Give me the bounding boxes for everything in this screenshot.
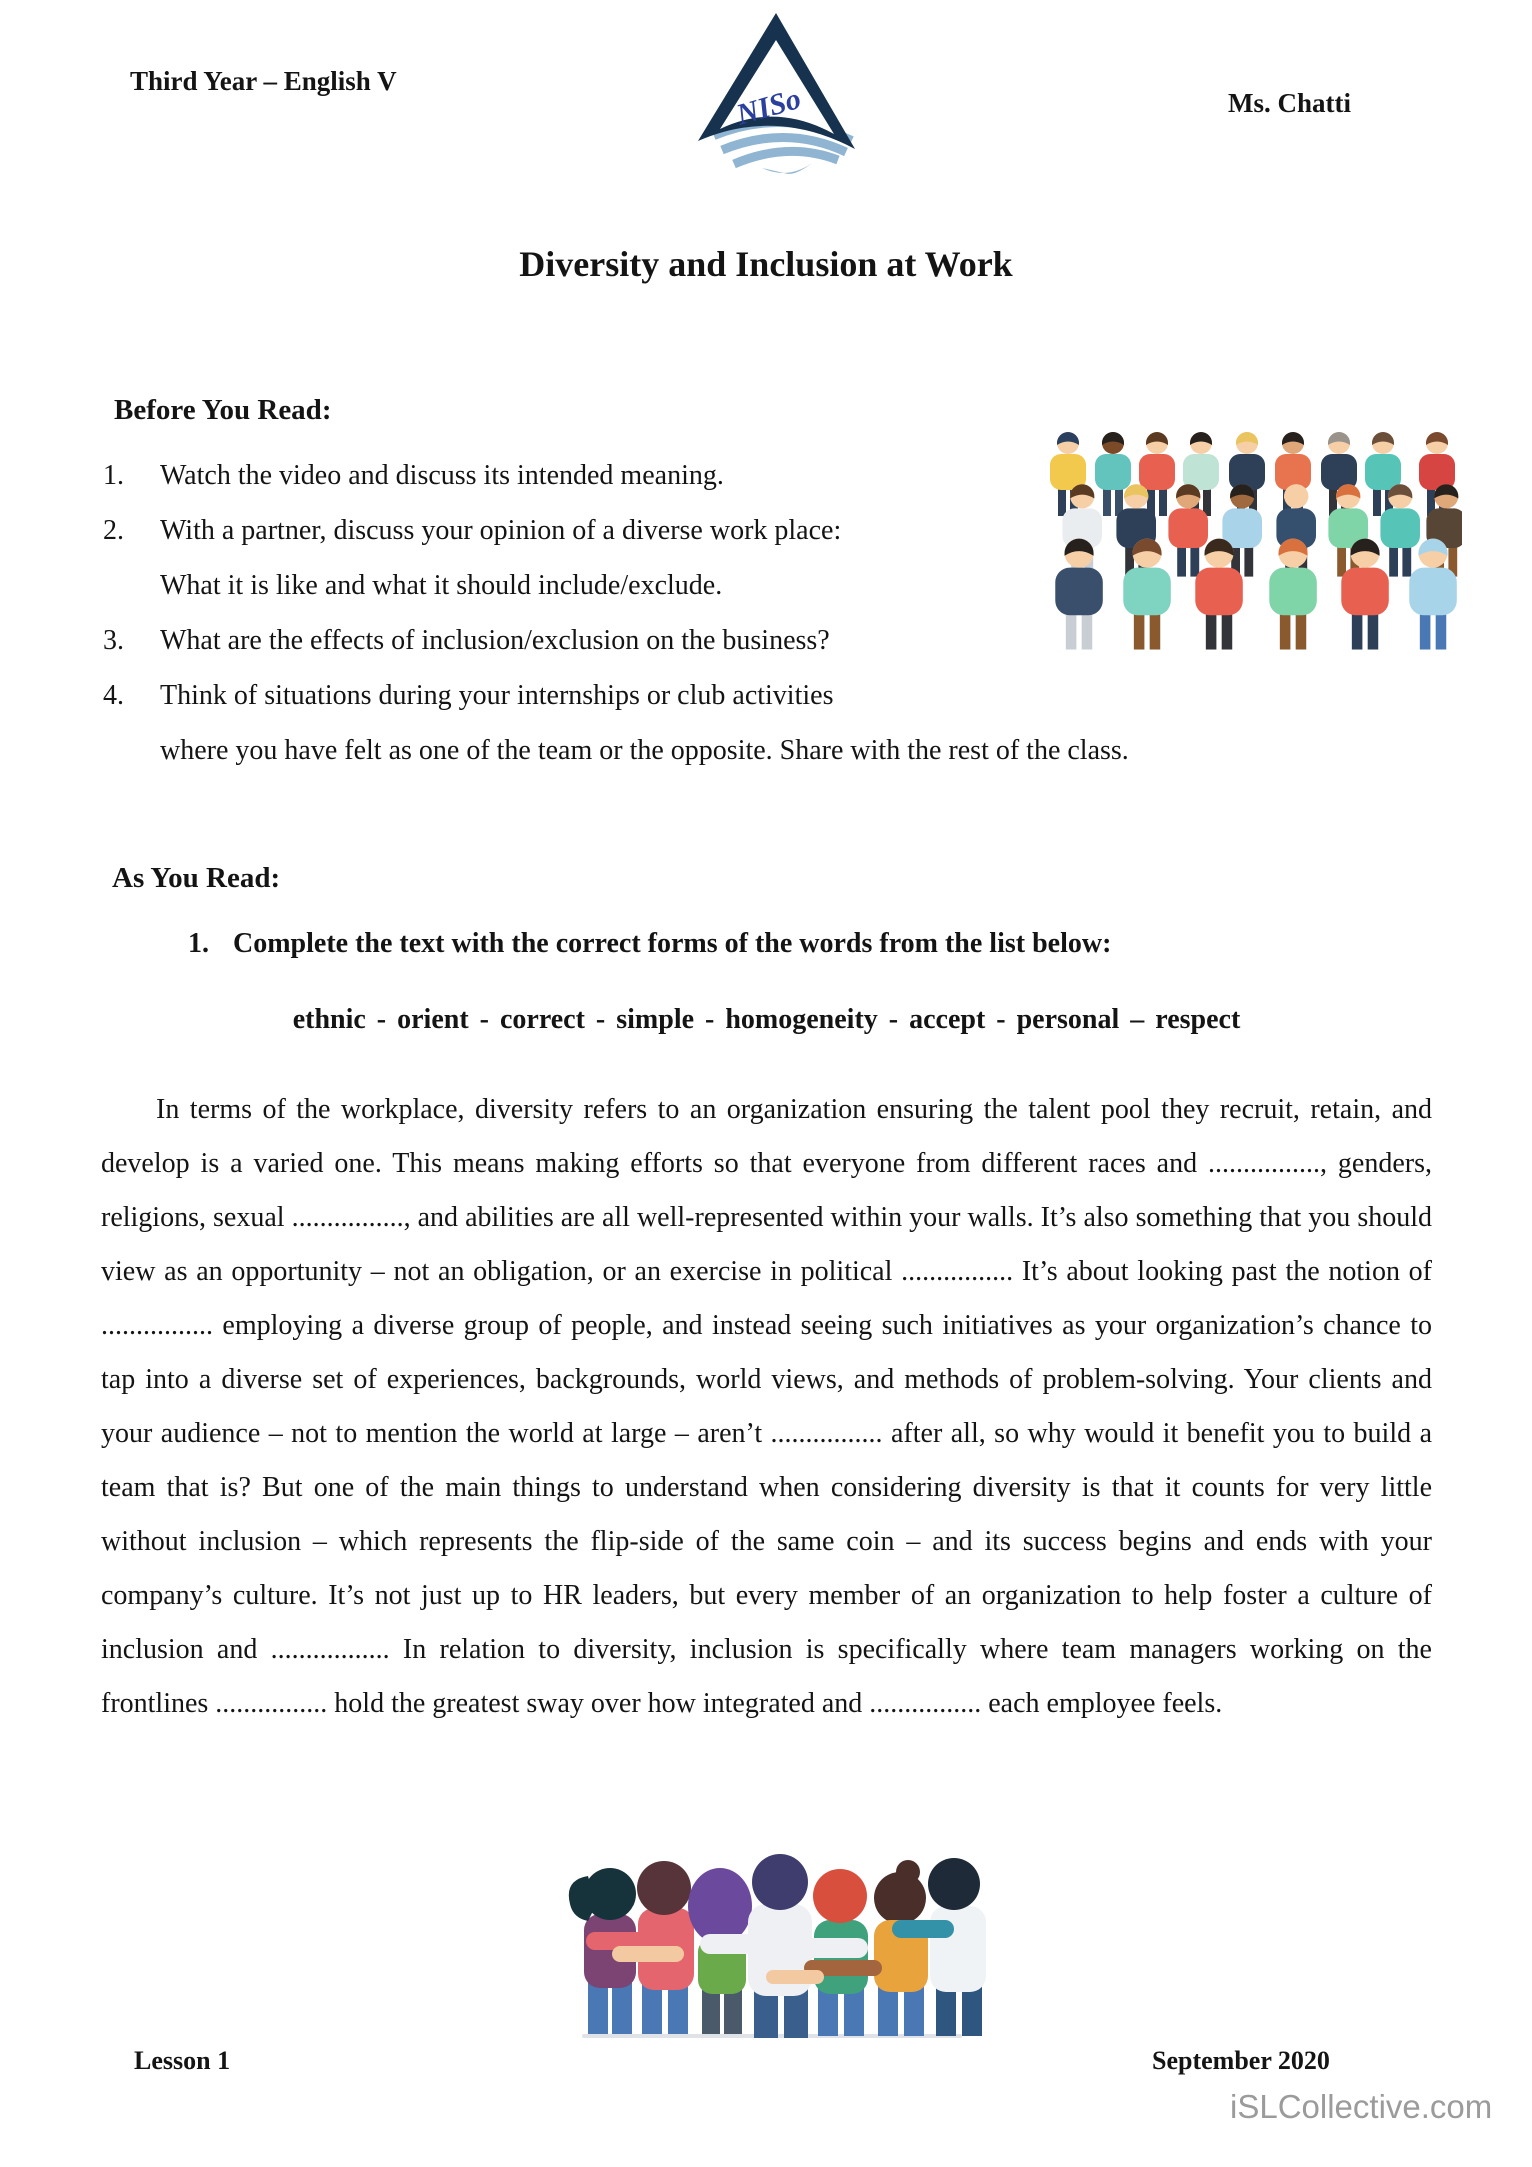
diverse-crowd-illustration [1032, 424, 1462, 669]
task-instruction: Complete the text with the correct forms of the words from the list below: [233, 928, 1112, 959]
list-item [103, 668, 1443, 778]
date-label: September 2020 [1152, 2046, 1330, 2075]
as-you-read-heading: As You Read: [112, 862, 281, 894]
teacher-name: Ms. Chatti [1228, 88, 1351, 118]
course-label: Third Year – English V [130, 66, 397, 96]
list-item-line: Watch the video and discuss its intended meaning. [160, 460, 724, 491]
task-instruction-row [188, 928, 1111, 960]
list-item-line: What are the effects of inclusion/exclusion on the business? [160, 625, 830, 656]
list-item-line: Think of situations during your internships or club activities [160, 680, 834, 711]
list-item-line: With a partner, discuss your opinion of a diverse work place: [160, 515, 842, 546]
islcollective-watermark: iSLCollective.com [1230, 2088, 1493, 2125]
school-sail-logo-icon [688, 10, 863, 175]
list-item-line: What it is like and what it should include/exclude. [160, 570, 723, 601]
before-you-read-heading: Before You Read: [114, 394, 332, 426]
logo-text: NISo [732, 82, 805, 132]
list-item-number: 3. [103, 625, 124, 656]
list-item-number: 4. [103, 680, 124, 711]
list-item-number: 2. [103, 515, 124, 546]
task-number: 1. [188, 928, 209, 959]
list-item-line: where you have felt as one of the team or the opposite. Share with the rest of the class. [160, 735, 1129, 766]
team-hug-illustration [552, 1848, 992, 2048]
worksheet-title: Diversity and Inclusion at Work [519, 244, 1013, 284]
lesson-label: Lesson 1 [134, 2046, 231, 2075]
word-bank: ethnic - orient - correct - simple - homogeneity - accept - personal – respect [292, 1004, 1241, 1035]
reading-passage: In terms of the workplace, diversity refers to an organization ensuring the talent pool they recruit, retain, and develop is a varied one. This means making efforts so that everyone from different races and ................, genders, religions, sexual ................, and abilities are all well-represented within your walls. It’s also something that you should view as an opportunity – not an obligation, or an exercise in political ................ It’s about looking past the notion of ................ employing a diverse group of people, and instead seeing such initiatives as your organization’s chance to tap into a diverse set of experiences, backgrounds, world views, and methods of problem-solving. Your clients and your audience – not to mention the world at large – aren’t ................ after all, so why would it benefit you to build a team that is? But one of the main things to understand when considering diversity is that it counts for very little without inclusion – which represents the flip-side of the same coin – and its success begins and ends with your company’s culture. It’s not just up to HR leaders, but every member of an organization to help foster a culture of inclusion and ................. In relation to diversity, inclusion is specifically where team managers working on the frontlines ................ hold the greatest sway over how integrated and ................ each employee feels. [101, 1094, 1432, 1719]
list-item-number: 1. [103, 460, 124, 491]
